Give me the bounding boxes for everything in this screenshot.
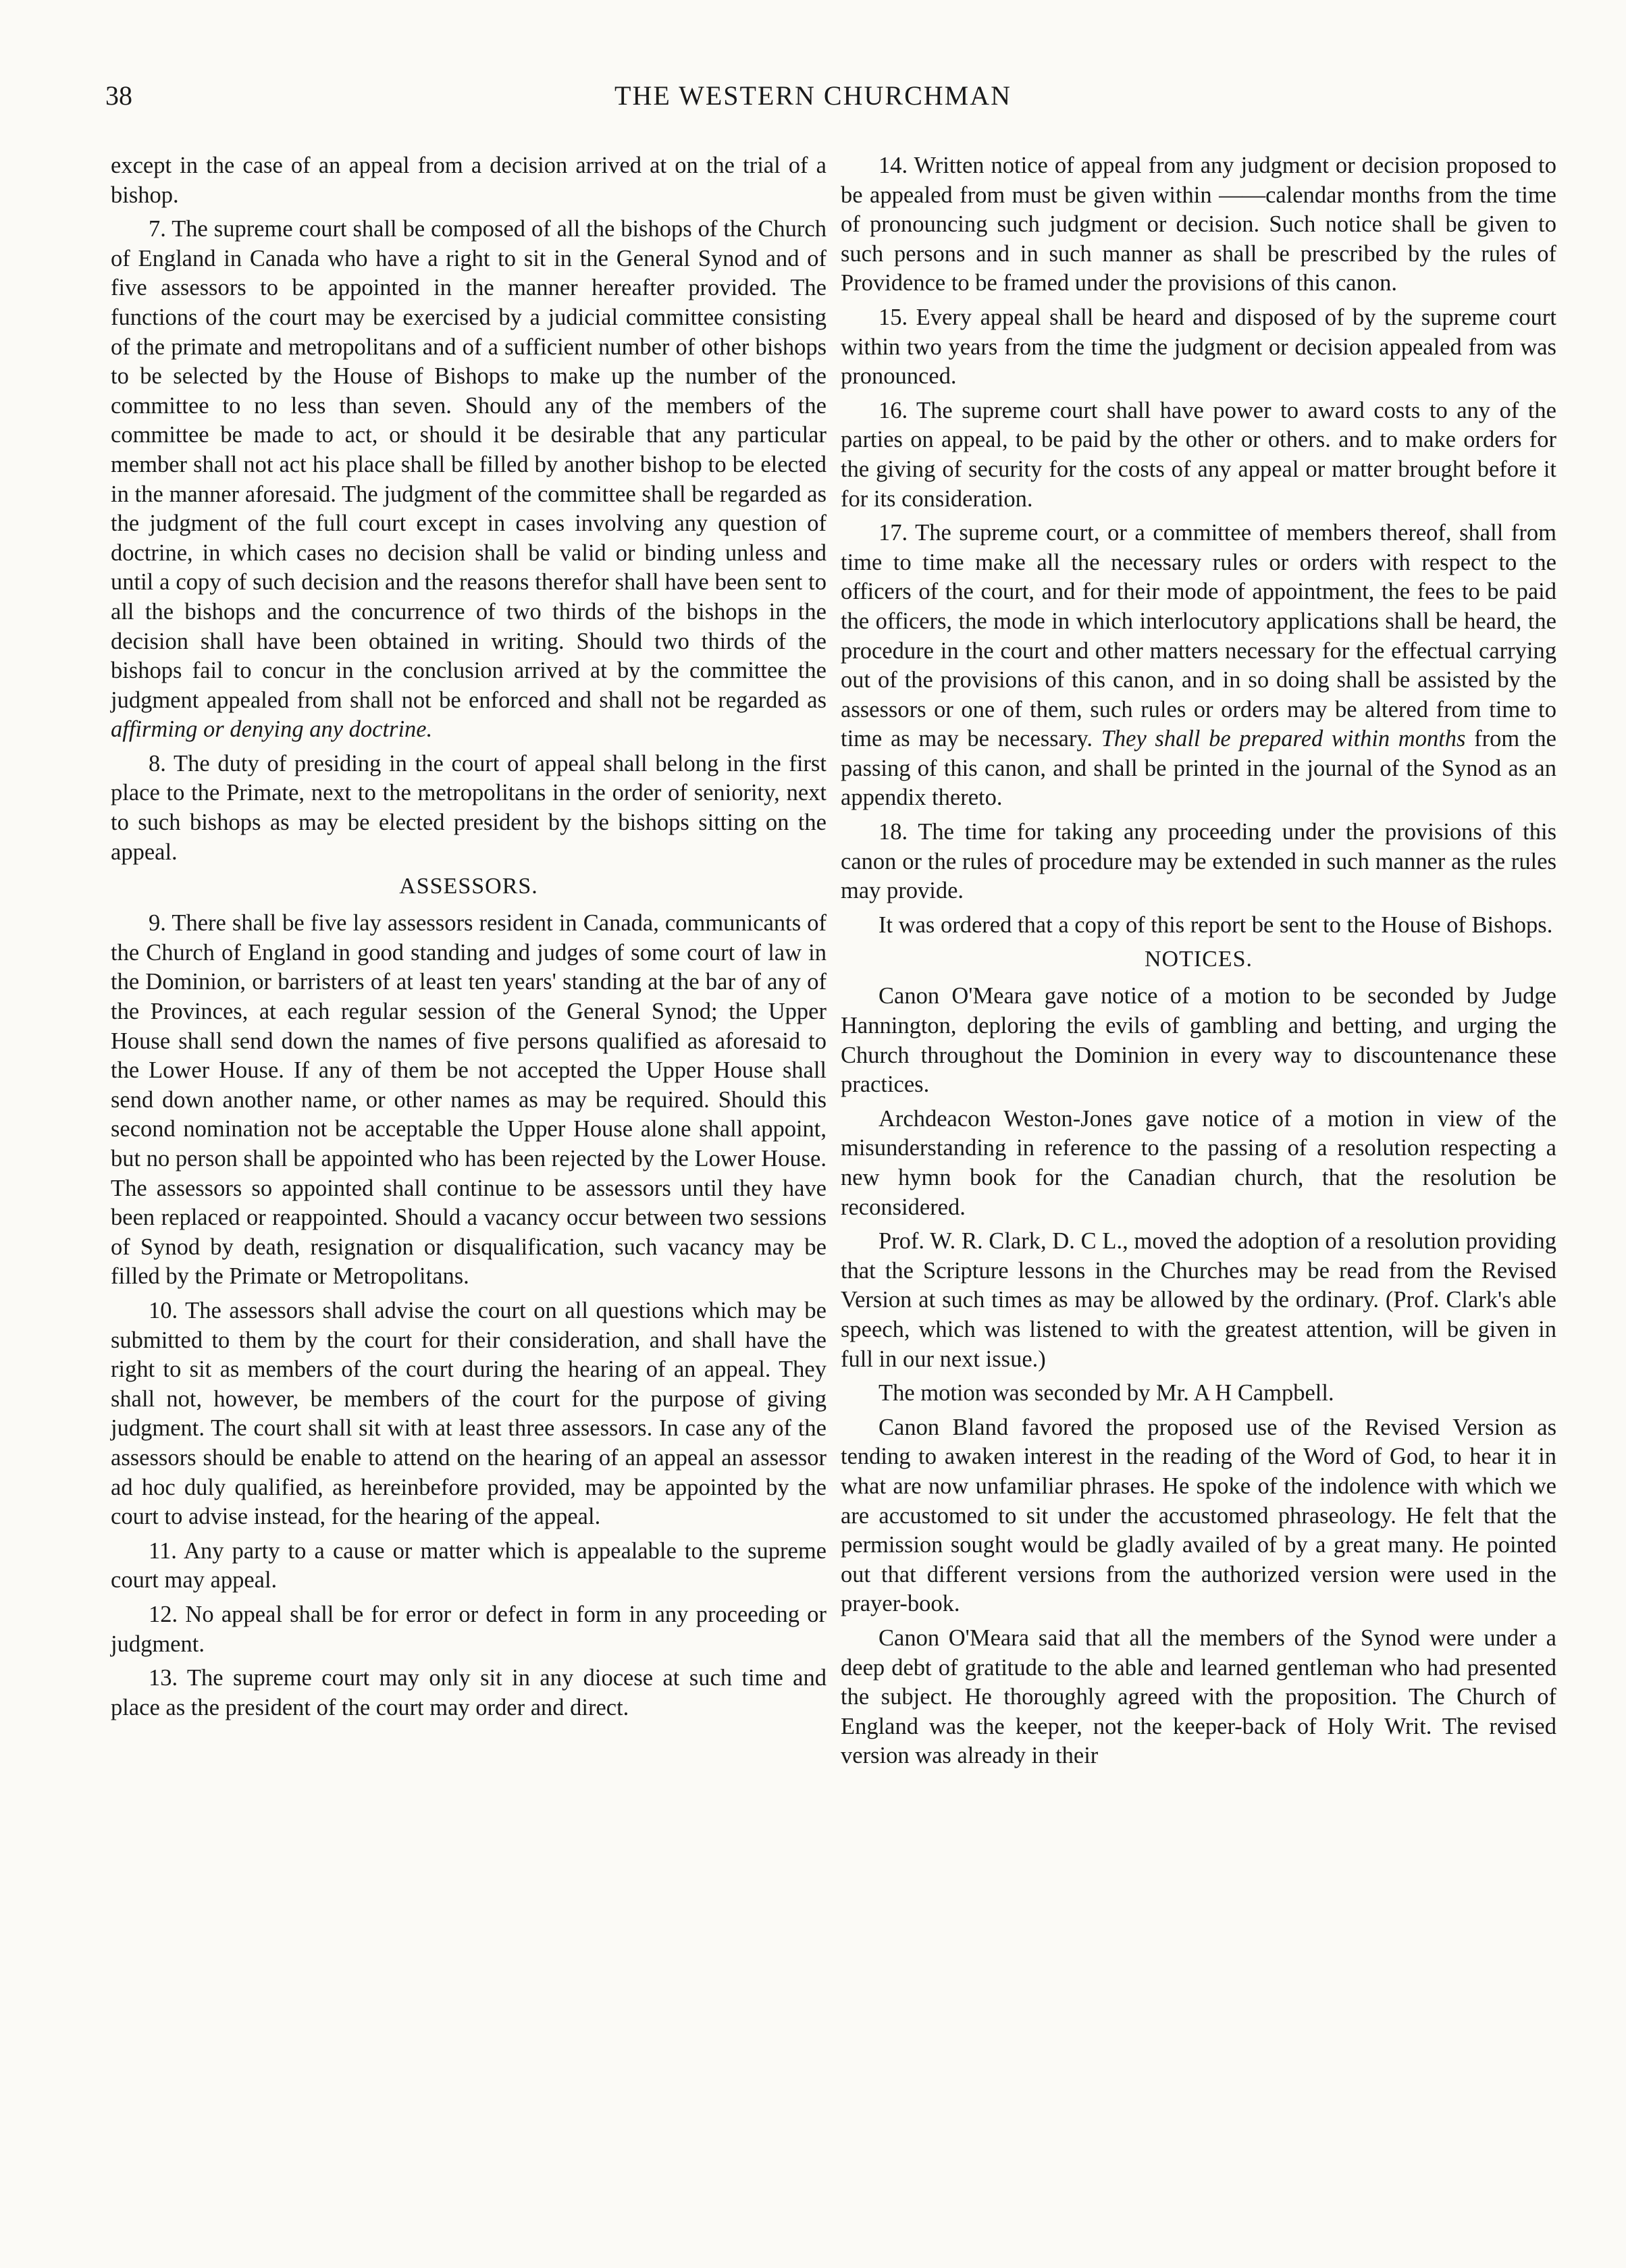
paragraph-17-italic: They shall be prepared within months <box>1101 726 1466 752</box>
paragraph-omeara-notice: Canon O'Meara gave notice of a motion to be seconded by Judge Hannington, deploring the evils of gambling and betting, and urging the Church throughout the Dominion in every way to discountenance these practices. <box>841 983 1556 1098</box>
paragraph-report-order: It was ordered that a copy of this report be sent to the House of Bishops. <box>878 912 1553 938</box>
right-column <box>841 151 1556 1776</box>
paragraph-7 <box>111 215 827 745</box>
page-number: 38 <box>105 80 132 111</box>
paragraph-continued: except in the case of an appeal from a decision arrived at on the trial of a bishop. <box>111 153 827 208</box>
paragraph-omeara-said: Canon O'Meara said that all the members of the Synod were under a deep debt of gratitude to the able and learned gentleman who had presented the subject. He thoroughly agreed with the proposition. The Church of England was the keeper, not the keeper-back of Holy Writ. The revised version was already in their <box>841 1625 1556 1769</box>
paragraph-7-text: 7. The supreme court shall be composed of all the bishops of the Church of England in Canada who have a right to sit in the General Synod and of five assessors to be appointed in the manner hereafter provided. The functions of the court may be exercised by a judicial committee consisting of the primate and metropolitans and of a sufficient number of other bishops to be selected by the House of Bishops to make up the number of the committee to no less than seven. Should any of the members of the committee be made to act, or should it be desirable that any particular member shall not act his place shall be filled by another bishop to be elected in the manner aforesaid. The judgment of the committee shall be regarded as the judgment of the full court except in cases involving any question of doctrine, in which cases no decision shall be valid or binding unless and until a copy of such decision and the reasons therefor shall have been sent to all the bishops and the concurrence of two thirds of the bishops in the decision shall have been obtained in writing. Should two thirds of the bishops fail to concur in the conclusion arrived at by the committee the judgment appealed from shall not be enforced and shall not be regarded as <box>111 216 827 713</box>
paragraph-17-text: 17. The supreme court, or a committee of members thereof, shall from time to time make all the necessary rules or orders with respect to the officers of the court, and for their mode of appointment, the fees to be paid the officers, the mode in which interlocutory applications shall be heard, the procedure in the court and other matters necessary for the effectual carrying out of the provisions of this canon, and in so doing shall be assisted by the assessors or one of them, such rules or orders may be altered from time to time as may be necessary. <box>841 520 1556 752</box>
paragraph-18: 18. The time for taking any proceeding under the provisions of this canon or the rules of procedure may be extended in such manner as the rules may provide. <box>841 819 1556 904</box>
section-heading-assessors: ASSESSORS. <box>399 874 538 899</box>
section-heading-notices: NOTICES. <box>1144 947 1253 972</box>
paragraph-14: 14. Written notice of appeal from any judgment or decision proposed to be appealed from must be given within ——calendar months from the time of pronouncing such judgment or decision. Such notice shall be given to such persons and in such manner as shall be prescribed by the rules of Providence to be framed under the provisions of this canon. <box>841 153 1556 296</box>
paragraph-bland: Canon Bland favored the proposed use of the Revised Version as tending to awaken interest in the reading of the Word of God, to hear it in what are now unfamiliar phrases. He spoke of the indolence with which we are accustomed to sit under the accustomed phraseology. He felt that the permission sought would be gladly availed of by a great many. He pointed out that different versions from the authorized version were used in the prayer-book. <box>841 1414 1556 1617</box>
paragraph-13: 13. The supreme court may only sit in any diocese at such time and place as the president of the court may order and direct. <box>111 1665 827 1720</box>
paragraph-15: 15. Every appeal shall be heard and disposed of by the supreme court within two years from the time the judgment or decision appealed from was pronounced. <box>841 304 1556 390</box>
paragraph-9: 9. There shall be five lay assessors resident in Canada, communicants of the Church of England in good standing and judges of some court of law in the Dominion, or barristers of at least ten years' standing at the bar of any of the Provinces, at each regular session of the General Synod; the Upper House shall send down the names of five persons qualified as aforesaid to the Lower House. If any of them be not accepted the Upper House shall send down another name, or other names as may be required. Should this second nomination not be acceptable the Upper House alone shall appoint, but no person shall be appointed who has been rejected by the Lower House. The assessors so appointed shall continue to be assessors until they have been replaced or reappointed. Should a vacancy occur between two sessions of Synod by death, resignation or disqualification, such vacancy may be filled by the Primate or Metropolitans. <box>111 910 827 1290</box>
page-header <box>0 80 1626 134</box>
paragraph-17-end: from the passing of this canon, and shall be printed in the journal of the Synod as an appendix thereto. <box>841 726 1556 811</box>
paragraph-12: 12. No appeal shall be for error or defect in form in any proceeding or judgment. <box>111 1601 827 1657</box>
paragraph-weston-jones: Archdeacon Weston-Jones gave notice of a motion in view of the misunderstanding in reference to the passing of a resolution respecting a new hymn book for the Canadian church, that the resolution be reconsidered. <box>841 1105 1556 1220</box>
left-column <box>111 151 827 1727</box>
running-title: THE WESTERN CHURCHMAN <box>614 80 1012 111</box>
paragraph-17 <box>841 519 1556 813</box>
paragraph-10: 10. The assessors shall advise the court on all questions which may be submitted to them by the court for their consideration, and shall have the right to sit as members of the court during the hearing of an appeal. They shall not, however, be members of the court for the purpose of giving judgment. The court shall sit with at least three assessors. In case any of the assessors should be enable to attend on the hearing of an appeal an assessor ad hoc duly qualified, as hereinbefore provided, may be appointed by the court to advise instead, for the hearing of the appeal. <box>111 1297 827 1530</box>
paragraph-11: 11. Any party to a cause or matter which is appealable to the supreme court may appeal. <box>111 1537 827 1593</box>
paragraph-16: 16. The supreme court shall have power to award costs to any of the parties on appeal, to be paid by the other or others. and to make orders for the giving of security for the costs of any appeal or matter brought before it for its consideration. <box>841 397 1556 512</box>
paragraph-7-italic: affirming or denying any doctrine. <box>111 716 433 743</box>
paragraph-seconded: The motion was seconded by Mr. A H Campbell. <box>878 1380 1334 1406</box>
paragraph-clark-motion: Prof. W. R. Clark, D. C L., moved the adoption of a resolution providing that the Scripture lessons in the Churches may be read from the Revised Version at such times as may be allowed by the ordinary. (Prof. Clark's able speech, which was listened to with the greatest attention, will be given in full in our next issue.) <box>841 1228 1556 1372</box>
paragraph-8: 8. The duty of presiding in the court of appeal shall belong in the first place to the Primate, next to the metropolitans in the order of seniority, next to such bishops as may be elected president by the bishops sitting on the appeal. <box>111 750 827 865</box>
